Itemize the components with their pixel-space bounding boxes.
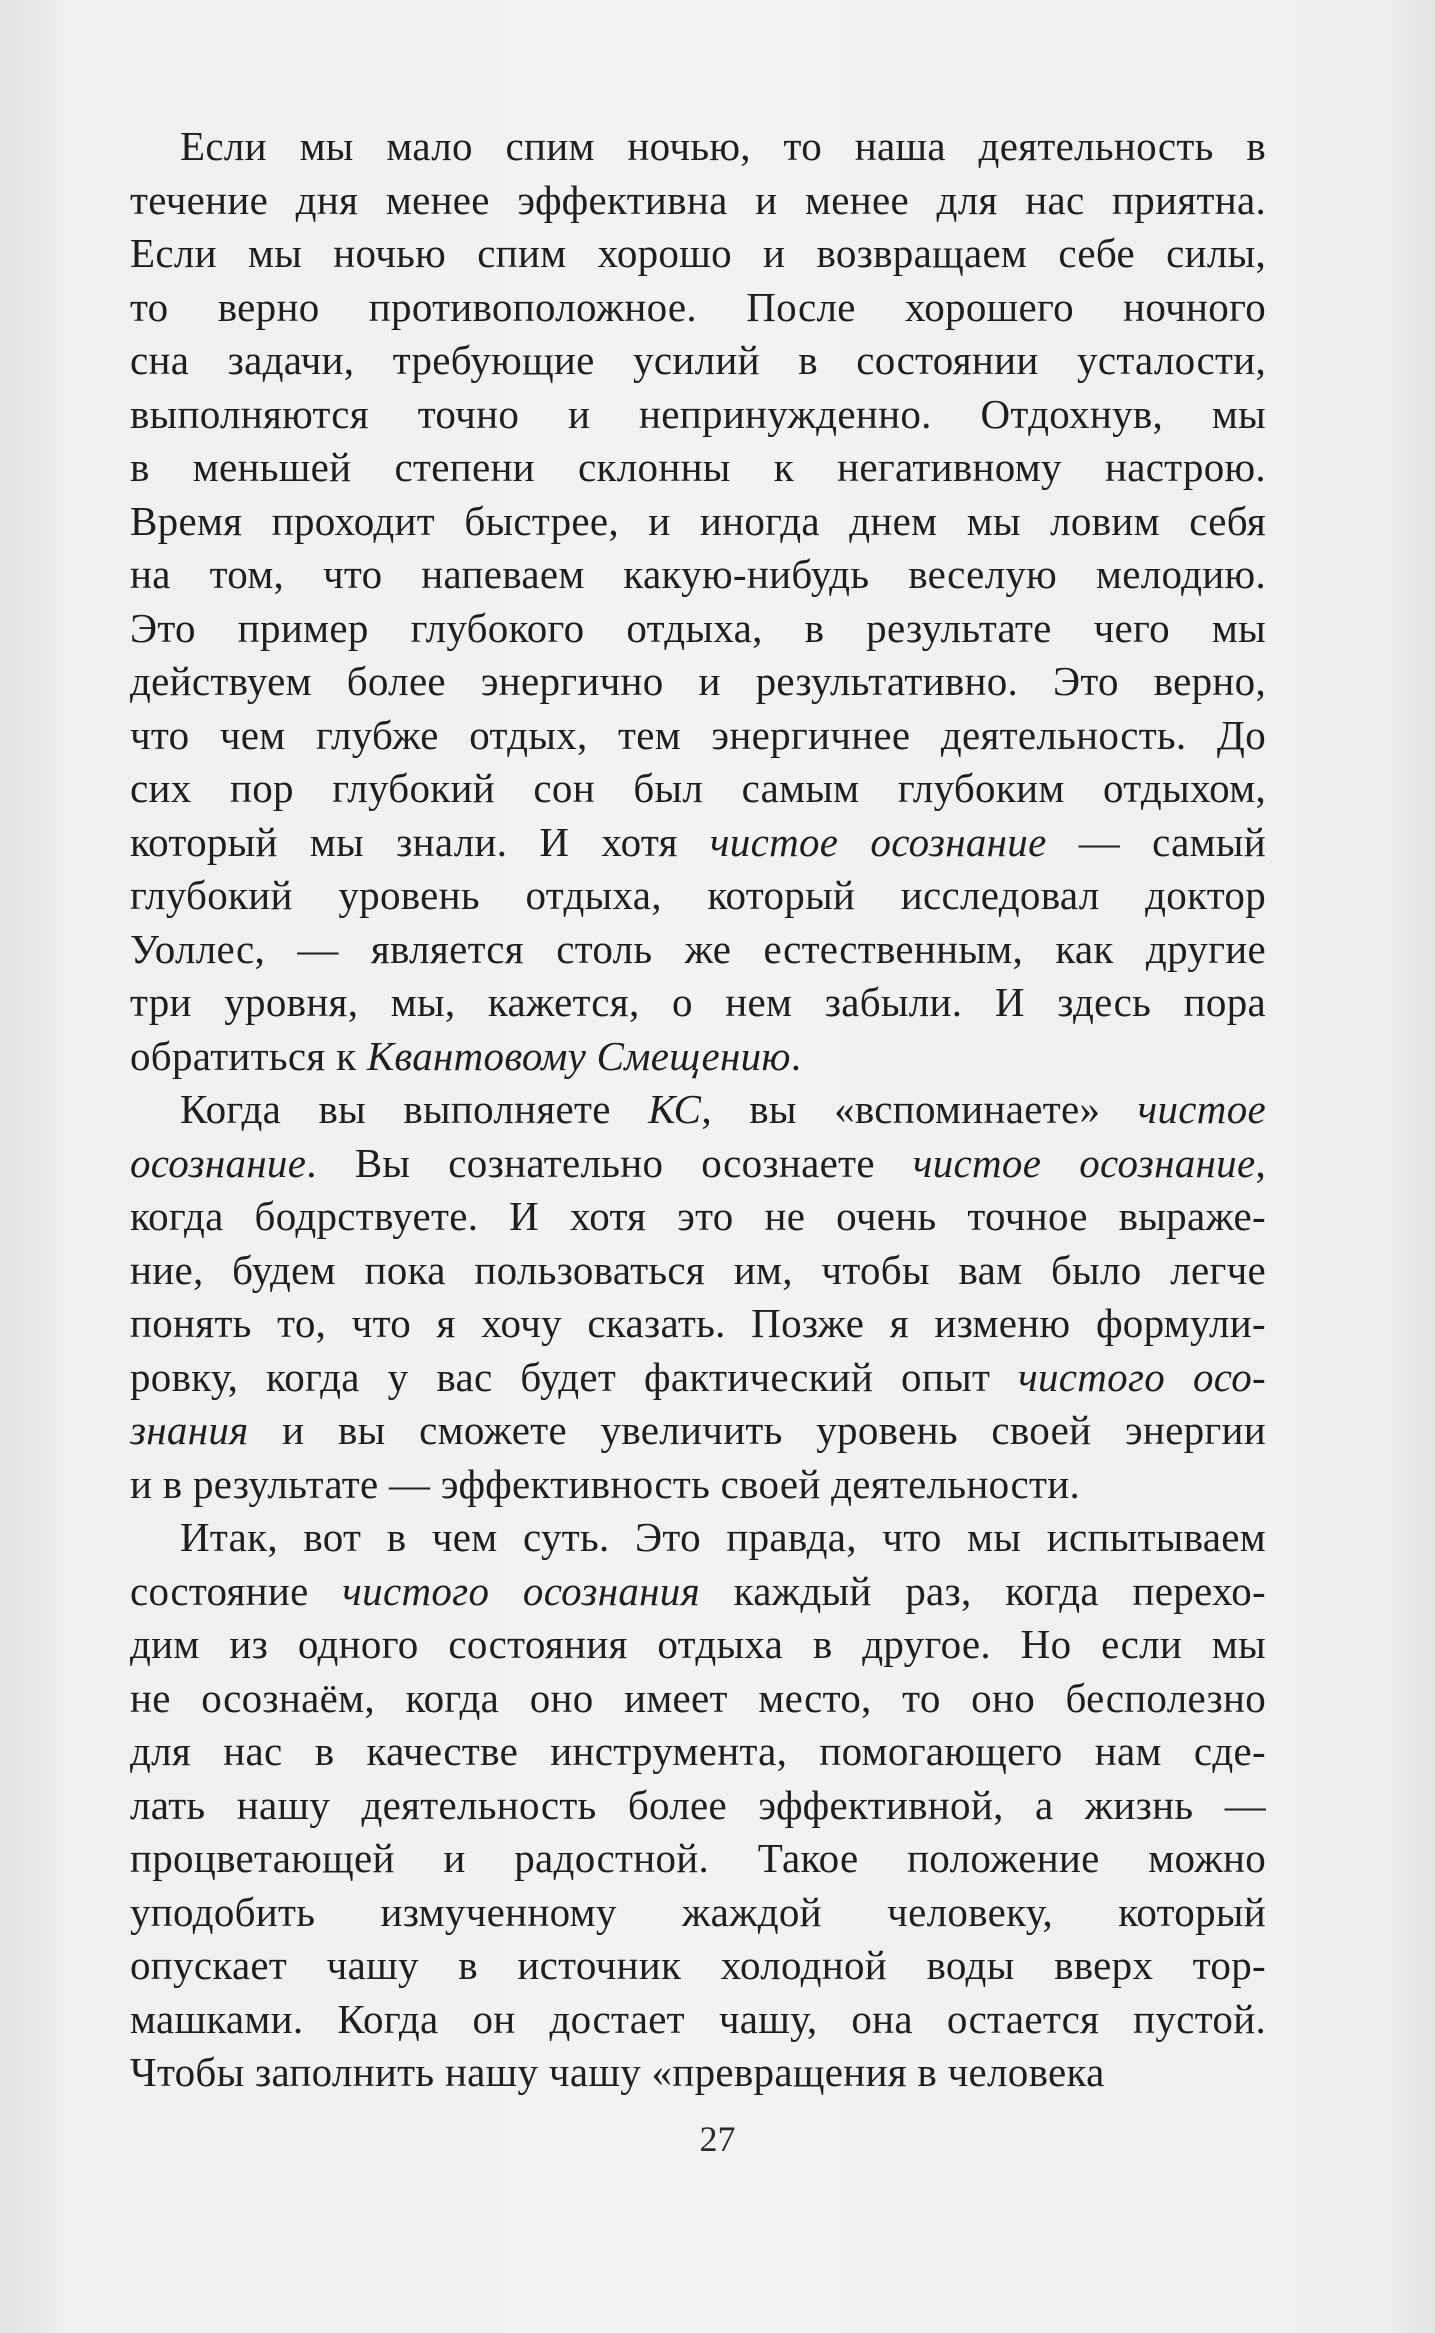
text-segment: . <box>790 1032 802 1079</box>
text-line <box>130 1939 1266 1993</box>
page-number: 27 <box>699 2119 736 2159</box>
text-segment: в меньшей степени склонны к негативному настрою. <box>130 444 1266 490</box>
text-segment: три уровня, мы, кажется, о нем забыли. И здесь пора <box>130 979 1266 1025</box>
text-line <box>130 281 1266 335</box>
text-line <box>130 923 1266 977</box>
italic-term: чистое осознание <box>709 818 1047 865</box>
text-line <box>130 1618 1266 1672</box>
text-segment: то верно противоположное. После хорошего ночного <box>130 283 1266 330</box>
text-segment: и в результате — эффективность своей деятельности. <box>130 1460 1080 1507</box>
text-line <box>130 1244 1266 1298</box>
text-line <box>130 1725 1266 1779</box>
text-line <box>130 1458 1266 1512</box>
text-line <box>130 227 1266 281</box>
italic-term: чистого осознания <box>342 1567 700 1614</box>
text-line <box>130 495 1266 549</box>
text-segment: действуем более энергично и результативно. Это верно, <box>130 658 1266 704</box>
text-segment: Чтобы заполнить нашу чашу «превращения в человека <box>130 2049 1105 2095</box>
text-line <box>130 174 1266 228</box>
text-line <box>130 1297 1266 1351</box>
text-segment: — самый <box>1046 818 1266 865</box>
italic-term: чистое осознание <box>912 1139 1256 1186</box>
text-segment: выполняются точно и непринужденно. Отдохнув, мы <box>130 390 1266 437</box>
text-line <box>130 709 1266 763</box>
body-text <box>130 120 1266 2100</box>
text-segment: который мы знали. И хотя <box>130 818 710 865</box>
text-line <box>130 869 1266 923</box>
text-segment: и вы сможете увеличить уровень своей энергии <box>248 1407 1266 1453</box>
text-segment: лать нашу деятельность более эффективной, а жизнь — <box>130 1781 1266 1828</box>
italic-term: знания <box>130 1407 249 1453</box>
text-segment: состояние <box>130 1567 343 1614</box>
italic-term: чистого осо- <box>1018 1353 1267 1400</box>
text-line <box>130 1886 1266 1940</box>
text-line <box>130 441 1266 495</box>
text-segment: не осознаём, когда оно имеет место, то оно бесполезно <box>130 1674 1266 1721</box>
text-line <box>130 1832 1266 1886</box>
text-line <box>130 816 1266 870</box>
text-segment: обратиться к <box>130 1032 367 1079</box>
paragraph <box>130 1511 1266 2100</box>
text-segment: опускает чашу в источник холодной воды вверх тор- <box>130 1942 1266 1988</box>
text-line <box>130 1404 1266 1458</box>
text-segment: Время проходит быстрее, и иногда днем мы ловим себя <box>130 497 1266 544</box>
text-line <box>130 762 1266 816</box>
text-segment: Когда вы выполняете <box>180 1086 649 1132</box>
text-segment: , вы «вспоминаете» <box>701 1086 1138 1132</box>
text-line <box>130 1565 1266 1619</box>
text-line <box>130 1993 1266 2047</box>
text-line <box>130 1137 1266 1191</box>
text-line <box>130 602 1266 656</box>
paragraph <box>130 1083 1266 1511</box>
text-segment: что чем глубже отдых, тем энергичнее деятельность. До <box>130 711 1266 758</box>
text-segment: когда бодрствуете. И хотя это не очень точное выраже- <box>130 1193 1266 1239</box>
text-line <box>130 1351 1266 1405</box>
text-segment: . Вы сознательно осознаете <box>306 1139 913 1186</box>
text-line <box>130 1190 1266 1244</box>
text-segment: сих пор глубокий сон был самым глубоким отдыхом, <box>130 765 1266 811</box>
paragraph <box>130 120 1266 1083</box>
text-line <box>130 334 1266 388</box>
text-line <box>130 120 1266 174</box>
text-segment: Если мы мало спим ночью, то наша деятельность в <box>180 123 1266 169</box>
text-segment: уподобить измученному жаждой человеку, который <box>130 1888 1266 1935</box>
text-line <box>130 1511 1266 1565</box>
text-segment: процветающей и радостной. Такое положение можно <box>130 1835 1266 1881</box>
text-segment: ровку, когда у вас будет фактический опыт <box>130 1353 1019 1400</box>
text-segment: дим из одного состояния отдыха в другое. Но если мы <box>130 1621 1266 1667</box>
text-line <box>130 1779 1266 1833</box>
text-line <box>130 1672 1266 1726</box>
text-segment: сна задачи, требующие усилий в состоянии усталости, <box>130 337 1266 383</box>
text-line <box>130 1083 1266 1137</box>
italic-term: КС <box>648 1086 702 1132</box>
text-segment: ние, будем пока пользоваться им, чтобы вам было легче <box>130 1246 1266 1293</box>
text-line <box>130 548 1266 602</box>
text-segment: Если мы ночью спим хорошо и возвращаем себе силы, <box>130 230 1266 276</box>
text-segment: машками. Когда он достает чашу, она остается пустой. <box>130 1995 1266 2042</box>
text-segment: течение дня менее эффективна и менее для нас приятна. <box>130 176 1266 223</box>
text-line <box>130 1030 1266 1084</box>
italic-term: Квантовому Смещению <box>366 1032 791 1079</box>
text-segment: для нас в качестве инструмента, помогающего нам сде- <box>130 1728 1266 1774</box>
text-segment: на том, что напеваем какую-нибудь веселую мелодию. <box>130 551 1266 597</box>
text-line <box>130 976 1266 1030</box>
text-segment: , <box>1255 1139 1267 1186</box>
text-segment: Это пример глубокого отдыха, в результате чего мы <box>130 604 1266 651</box>
text-segment: глубокий уровень отдыха, который исследовал доктор <box>130 872 1266 918</box>
text-line <box>130 2046 1266 2100</box>
text-segment: Уоллес, — является столь же естественным, как другие <box>130 925 1266 972</box>
text-line <box>130 655 1266 709</box>
text-segment: Итак, вот в чем суть. Это правда, что мы испытываем <box>180 1514 1266 1560</box>
italic-term: чистое <box>1137 1086 1266 1132</box>
italic-term: осознание <box>130 1139 307 1186</box>
text-segment: понять то, что я хочу сказать. Позже я изменю формули- <box>130 1300 1266 1346</box>
text-line <box>130 388 1266 442</box>
text-segment: каждый раз, когда перехо- <box>699 1567 1266 1614</box>
